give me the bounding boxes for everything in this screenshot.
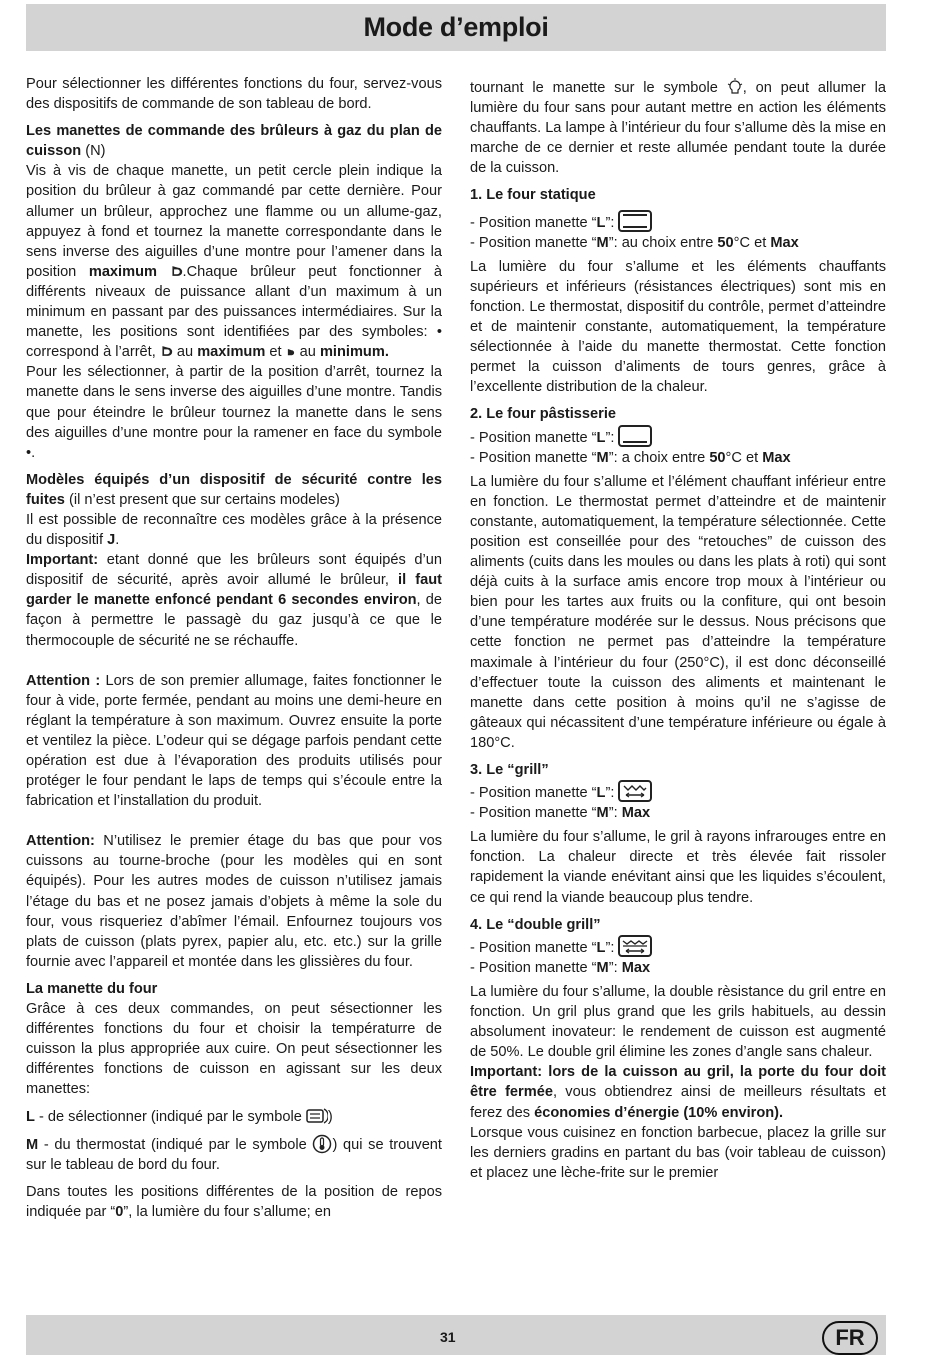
pastry-oven-icon xyxy=(618,425,652,447)
section-4: 4. Le “double grill” - Position manette “L”: - Position manette “M”: Max xyxy=(470,915,886,978)
left-column xyxy=(26,74,442,1222)
section-2-text: La lumière du four s’allume et l’élément chauffant inférieur entre en fonction. Le thermostat permet d’atteindre et de maintenir constante, automatiquement, la température sélectionnée. Cette position est conseillée pour des “retouches” de cuisson des aliments (cuits dans les moules ou dans les plats à roti) qui sont déjà cuits à la surface amis encore trop moux à l’intérieur ou bien pour les tartes aux fruits ou la confiture, qui ont besoin d’une température modérée sur le dessus. Nous précisons que cette fonction ne permet pas d’atteindre la température maximale à l’intérieur du four (250°C), il est donc déconseillé d’effectuer toute la cuisson des aliments et maintenant le manette dans cette position à moins qu’il ne s’agisse de gâteaux qui nécassitent d’une température inférieure ou égale à 180°C. xyxy=(470,473,886,751)
double-grill-icon xyxy=(618,935,652,957)
attention-paragraph-2: Attention: N’utilisez le premier étage du bas que pour vos cuissons au tourne-broche (pour les modèles qui en sont équipés). Pour les autres modes de cuisson n’utilisez jamais l’étage du bas et ne posez jamais d’objets à même la sole du four, vous risqueriez d’abîmer l’émail. Enfournez toujours vos plats de cuisson (plats pyrex, papier alu, etc. etc.) sur la grille fournie avec l’appareil et montée dans les glissières du four. xyxy=(26,833,442,970)
grill-icon xyxy=(618,780,652,802)
flame-small-icon xyxy=(286,346,296,357)
page-title: Mode d’emploi xyxy=(363,12,549,42)
safety-heading: Modèles équipés d’un dispositif de sécurité contre les fuites xyxy=(26,471,442,508)
header-bar xyxy=(26,4,886,51)
lamp-paragraph: tournant le manette sur le symbole , on peut allumer la lumière du four sans pour autant mettre en action les éléments chauffants. La lampe à l’intérieur du four s’allume dès la mise en marche de ce dernier et reste allumée pendant toute la durée de la cuisson. xyxy=(470,80,886,177)
flame-large-icon xyxy=(170,264,183,278)
footer-bar xyxy=(26,1315,886,1355)
section-1-text: La lumière du four s’allume et les éléments chauffants supérieurs et inférieurs (résistances électriques) sont mis en fonction. Le thermostat, dispositif du contrôle, permet d’atteindre et de maintenir constante, automatiquement, la température sélectionnée à l’aide du manette thermostat. Cette fonction permet la cuisson d’aliments de tours genres, grâce à l’excellente distribution de la chaleur. xyxy=(470,258,886,396)
lamp-icon xyxy=(727,78,743,96)
page-number: 31 xyxy=(440,1329,456,1345)
static-oven-icon xyxy=(618,210,652,232)
section-1: 1. Le four statique - Position manette “L”: - Position manette “M”: au choix entre 50°C et Max xyxy=(470,187,799,251)
section-3-text: La lumière du four s’allume, le gril à rayons infrarouges entre en fonction. La chaleur directe et très élevée fait rissoler rapidement la viande enévitant ainsi que les liquides s’écoulent, ce qui rend la viande beaucoup plus tendre. xyxy=(470,829,886,906)
right-column xyxy=(470,78,886,1183)
intro-paragraph: Pour sélectionner les différentes fonctions du four, servez-vous des dispositifs de commande de son tableau de bord. xyxy=(26,76,442,113)
section-2: 2. Le four pâstisserie - Position manette “L”: - Position manette “M”: a choix entre 50°C et Max xyxy=(470,406,791,466)
flame-large-icon-2 xyxy=(160,344,173,358)
section-4-heading: 4. Le “double grill” xyxy=(470,916,601,933)
oven-knob-section: La manette du four Grâce à ces deux commandes, on peut sésectionner les différentes fonctions du four et choisir la températurre de cuisson la plus appropriée aux cuire. On peut sésectionner les différentes fonctions de cuisson en agissant sur les deux manettes: xyxy=(26,980,442,1098)
safety-section: Modèles équipés d’un dispositif de sécurité contre les fuites (il n’est present que sur certains modeles) Il est possible de reconnaître ces modèles grâce à la présence du dispositif J. Important: etant donné que les brûleurs sont équipés d’un dispositif de sécurité, après avoir allumé le brûleur, il faut garder le manette enfoncé pendant 6 secondes environ, de façon à permettre le passagè du gaz jusqu’à ce que le thermocouple de sécurité ne se réchauffe. xyxy=(26,471,442,649)
function-selector-icon xyxy=(306,1107,328,1125)
section-1-heading: 1. Le four statique xyxy=(470,187,596,204)
attention-paragraph-1: Attention : Lors de son premier allumage, faites fonctionner le four à vide, porte fermée, pendant au moins une demi-heure en réglant la température à son maximum. Ouvrez ensuite la porte et ventilez la pièce. L’odeur qui se dégage parfois pendant cette opération est due à l’évaporation des produits utilisés pour protéger le four pendant le laps de temps qui s’écoule entre la fabrication et l’installation du produit. xyxy=(26,672,442,810)
thermostat-icon xyxy=(312,1134,332,1154)
M-knob-line: M - du thermostat (indiqué par le symbole ) qui se trouvent sur le tableau de bord du four. xyxy=(26,1134,442,1175)
burner-heading: Les manettes de commande des brûleurs à gaz du plan de cuisson xyxy=(26,123,442,160)
burner-section: Les manettes de commande des brûleurs à gaz du plan de cuisson (N) Vis à vis de chaque manette, un petit cercle plein indique la position du brûleur à gaz commandé par cette dernière. Pour allumer un brûleur, approchez une flamme ou un allume-gaz, appuyez à fond et tournez la manette correspondante dans le sens inverse des aiguilles d’une montre pour l’amener dans la position maximum .Chaque brûleur peut fonctionner à différents niveaux de puissance allant d’un maximum à un minimum en passant par des puissances intermédiaires. Sur la manette, les positions sont identifiées par des symboles: • correspond à l’arrêt, au maximum et au minimum. Pour les sélectionner, à partir de la position d’arrêt, tournez la manette dans le sens inverse des aiguilles d’une montre. Tandis que pour éteindre le brûleur tournez la manette dans le sens des aiguilles d’une montre pour la ramener en face du symbole •. xyxy=(26,123,442,461)
section-3: 3. Le “grill” - Position manette “L”: - Position manette “M”: Max xyxy=(470,760,886,823)
positions-paragraph: Dans toutes les positions différentes de la position de repos indiquée par “0”, la lumière du four s’allume; en xyxy=(26,1183,442,1220)
section-3-heading: 3. Le “grill” xyxy=(470,762,549,778)
section-2-heading: 2. Le four pâstisserie xyxy=(470,406,616,423)
oven-knob-heading: La manette du four xyxy=(26,980,158,997)
L-knob-line: L - de sélectionner (indiqué par le symbole ) xyxy=(26,1108,333,1125)
section-4-text: La lumière du four s’allume, la double rèsistance du gril entre en fonction. Un gril plus grand que les grils habituels, au dessin absolument inovateur: le rendement de cuisson est augmenté de 50%. Le double gril élimine les zones d’angle sans chaleur. Important: lors de la cuisson au gril, la porte du four doit être fermée, vous obtiendrez ainsi de meilleurs résultats et ferez des économies d’énergie (10% environ). Lorsque vous cuisinez en fonction barbecue, placez la grille sur les derniers gradins en partant du bas (voir tableau de cuisson) et placez une lèche-frite sur le premier xyxy=(470,983,886,1181)
language-badge: FR xyxy=(822,1321,878,1355)
